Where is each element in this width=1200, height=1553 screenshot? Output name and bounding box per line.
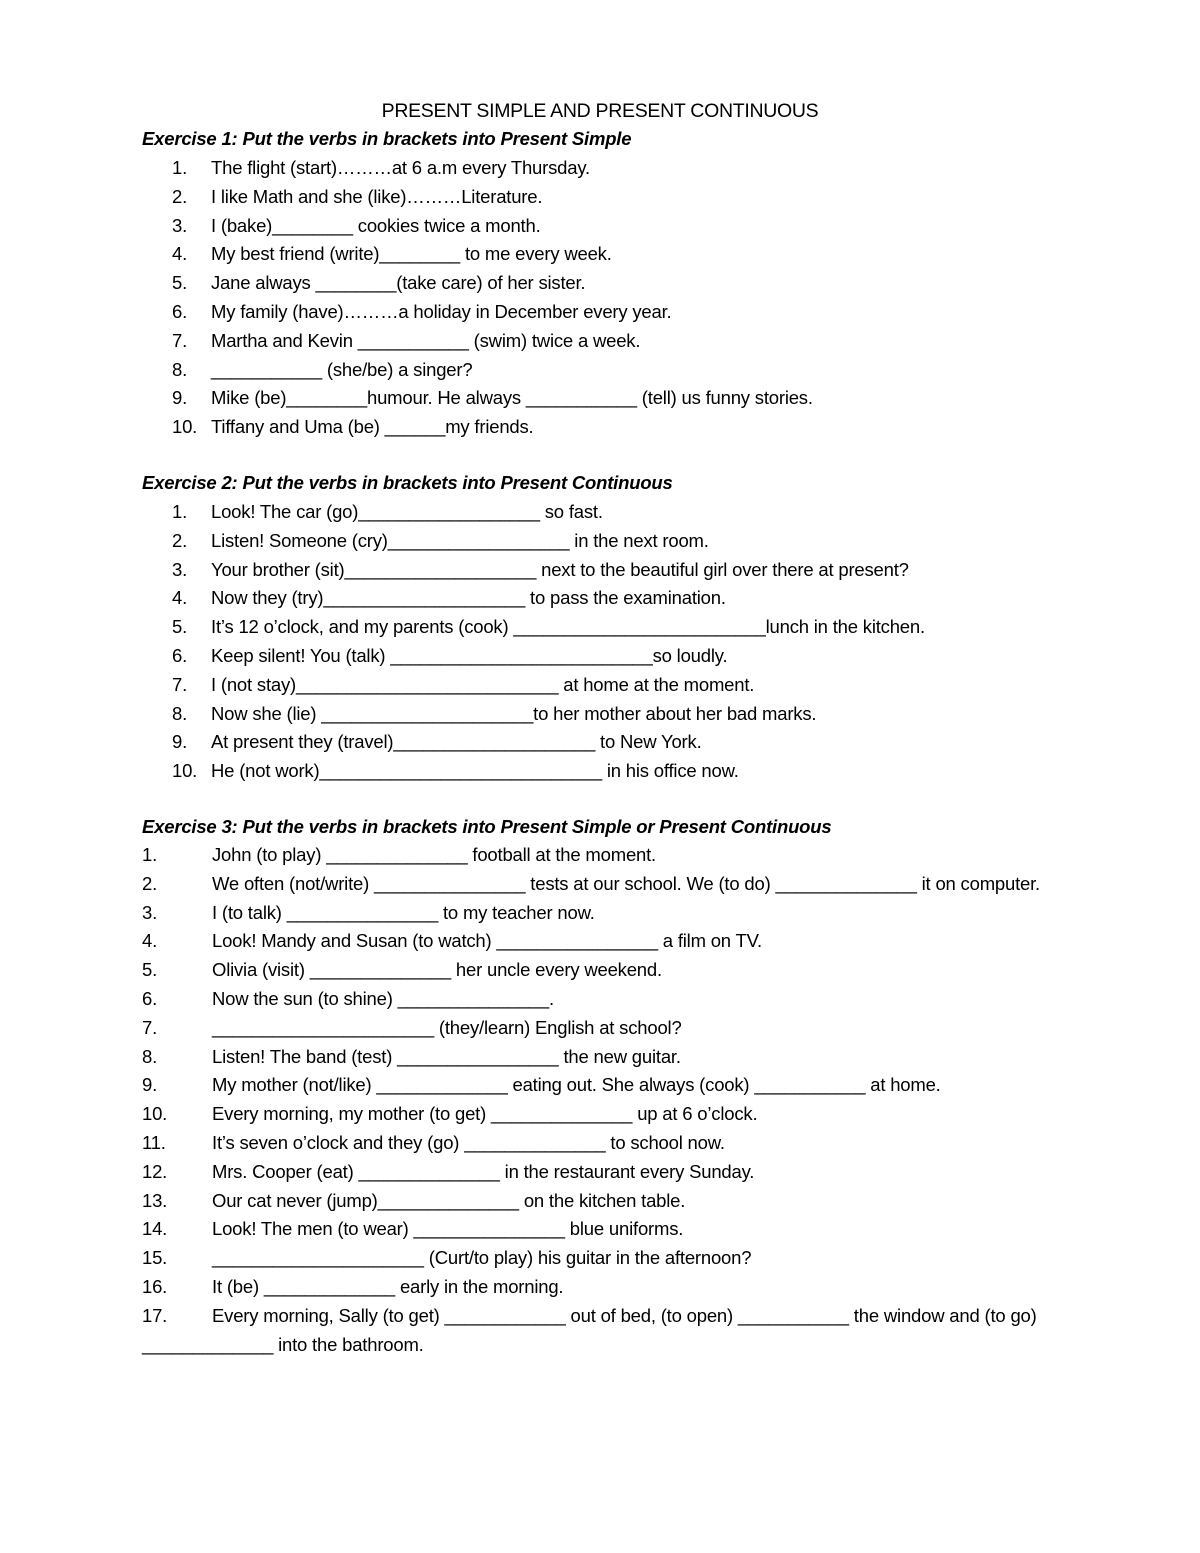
list-item <box>0 985 1200 1014</box>
list-item <box>0 498 1200 527</box>
item-text: Martha and Kevin ___________ (swim) twice a week. <box>211 329 641 351</box>
exercise-3-list <box>0 841 1200 1359</box>
list-item <box>0 1244 1200 1273</box>
item-number: 10. <box>172 760 198 782</box>
page-title: PRESENT SIMPLE AND PRESENT CONTINUOUS <box>381 100 819 122</box>
item-number: 5. <box>172 616 188 638</box>
item-number: 9. <box>172 387 188 409</box>
list-item <box>0 927 1200 956</box>
item-number: 3. <box>172 558 188 580</box>
item-number: 2. <box>142 872 158 894</box>
item-number: 6. <box>142 987 158 1009</box>
item-text: Your brother (sit)___________________ next to the beautiful girl over there at present? <box>211 558 909 580</box>
list-item <box>0 356 1200 385</box>
item-text: It’s seven o’clock and they (go) ______________ to school now. <box>212 1131 725 1153</box>
list-item <box>0 1014 1200 1043</box>
list-item <box>0 1158 1200 1187</box>
item-text: Look! Mandy and Susan (to watch) ________________ a film on TV. <box>212 930 762 952</box>
item-text: Tiffany and Uma (be) ______my friends. <box>211 416 534 438</box>
list-item <box>0 1215 1200 1244</box>
item-number: 4. <box>172 587 188 609</box>
list-item <box>0 956 1200 985</box>
item-text: _____________________ (Curt/to play) his guitar in the afternoon? <box>212 1247 752 1269</box>
list-item <box>0 269 1200 298</box>
exercise-2-list <box>0 498 1200 786</box>
item-text: I (bake)________ cookies twice a month. <box>211 214 541 236</box>
list-item <box>0 413 1200 442</box>
list-item <box>0 1273 1200 1302</box>
item-text: At present they (travel)____________________ to New York. <box>211 731 702 753</box>
item-text: I like Math and she (like)………Literature. <box>211 185 543 207</box>
item-text: He (not work)____________________________ in his office now. <box>211 760 739 782</box>
item-text: Every morning, my mother (to get) ______________ up at 6 o’clock. <box>212 1103 758 1125</box>
exercise-1-list <box>0 154 1200 442</box>
list-item <box>0 1071 1200 1100</box>
list-item <box>0 728 1200 757</box>
item-number: 3. <box>172 214 188 236</box>
list-item <box>0 556 1200 585</box>
list-item <box>0 154 1200 183</box>
item-text: I (to talk) _______________ to my teacher now. <box>212 901 595 923</box>
item-text: It (be) _____________ early in the morning. <box>212 1275 564 1297</box>
exercise-2-heading: Exercise 2: Put the verbs in brackets into Present Continuous <box>142 472 673 493</box>
item-number: 13. <box>142 1189 168 1211</box>
list-item <box>0 870 1200 899</box>
item-number: 8. <box>172 702 188 724</box>
item-text: Every morning, Sally (to get) ____________ out of bed, (to open) ___________ the window and (to go) _____________ into the bathroom. <box>142 1304 1037 1355</box>
item-number: 2. <box>172 185 188 207</box>
item-number: 17. <box>142 1304 168 1326</box>
exercise-3-heading: Exercise 3: Put the verbs in brackets into Present Simple or Present Continuous <box>142 816 832 837</box>
item-number: 6. <box>172 644 188 666</box>
list-item <box>0 384 1200 413</box>
item-text: Mrs. Cooper (eat) ______________ in the restaurant every Sunday. <box>212 1160 755 1182</box>
item-number: 12. <box>142 1160 168 1182</box>
item-number: 4. <box>172 243 188 265</box>
item-text: My mother (not/like) _____________ eating out. She always (cook) ___________ at home. <box>212 1074 941 1096</box>
list-item <box>0 240 1200 269</box>
item-text: Mike (be)________humour. He always ___________ (tell) us funny stories. <box>211 387 813 409</box>
item-number: 2. <box>172 529 188 551</box>
item-text: The flight (start)………at 6 a.m every Thursday. <box>211 157 590 178</box>
list-item <box>0 642 1200 671</box>
list-item <box>0 899 1200 928</box>
list-item <box>0 1187 1200 1216</box>
item-text: Now she (lie) _____________________to her mother about her bad marks. <box>211 702 817 724</box>
item-number: 7. <box>142 1016 158 1038</box>
list-item <box>0 298 1200 327</box>
item-text: Jane always ________(take care) of her sister. <box>211 272 586 294</box>
item-text: Keep silent! You (talk) __________________________so loudly. <box>211 644 728 666</box>
item-text: ______________________ (they/learn) English at school? <box>212 1016 682 1038</box>
list-item <box>0 1043 1200 1072</box>
item-number: 9. <box>172 731 188 753</box>
item-number: 6. <box>172 300 188 322</box>
list-item <box>0 613 1200 642</box>
item-text: I (not stay)__________________________ at home at the moment. <box>211 673 755 695</box>
list-item <box>0 327 1200 356</box>
item-number: 5. <box>142 959 158 981</box>
item-text: Our cat never (jump)______________ on the kitchen table. <box>212 1189 686 1211</box>
item-text: It’s 12 o’clock, and my parents (cook) _________________________lunch in the kitchen. <box>211 616 925 638</box>
item-text: ___________ (she/be) a singer? <box>211 358 473 380</box>
item-number: 5. <box>172 272 188 294</box>
list-item <box>0 700 1200 729</box>
item-text: Look! The car (go)__________________ so fast. <box>211 501 603 522</box>
item-text: We often (not/write) _______________ tests at our school. We (to do) ______________ it on computer. <box>212 872 1040 894</box>
item-number: 8. <box>172 358 188 380</box>
item-number: 1. <box>172 501 188 522</box>
item-text: Listen! Someone (cry)__________________ in the next room. <box>211 529 709 551</box>
item-number: 1. <box>142 844 158 865</box>
list-item <box>0 1129 1200 1158</box>
item-text: My best friend (write)________ to me every week. <box>211 243 612 265</box>
item-number: 1. <box>172 157 188 178</box>
item-number: 15. <box>142 1247 168 1269</box>
item-text: Look! The men (to wear) _______________ blue uniforms. <box>212 1218 684 1240</box>
item-number: 9. <box>142 1074 158 1096</box>
list-item <box>0 212 1200 241</box>
item-number: 7. <box>172 673 188 695</box>
item-number: 8. <box>142 1045 158 1067</box>
item-text: Now they (try)____________________ to pass the examination. <box>211 587 726 609</box>
item-number: 16. <box>142 1275 168 1297</box>
list-item <box>0 1302 1200 1360</box>
list-item <box>0 584 1200 613</box>
list-item <box>0 183 1200 212</box>
item-number: 10. <box>172 416 198 438</box>
list-item <box>0 757 1200 786</box>
item-text: Listen! The band (test) ________________ the new guitar. <box>212 1045 681 1067</box>
list-item <box>0 527 1200 556</box>
item-text: Now the sun (to shine) _______________. <box>212 987 554 1009</box>
exercise-1-heading: Exercise 1: Put the verbs in brackets into Present Simple <box>142 128 632 149</box>
item-number: 7. <box>172 329 188 351</box>
list-item <box>0 841 1200 870</box>
item-number: 10. <box>142 1103 168 1125</box>
item-number: 3. <box>142 901 158 923</box>
item-number: 14. <box>142 1218 168 1240</box>
list-item <box>0 1100 1200 1129</box>
list-item <box>0 671 1200 700</box>
item-number: 4. <box>142 930 158 952</box>
item-text: Olivia (visit) ______________ her uncle every weekend. <box>212 959 662 981</box>
item-text: My family (have)………a holiday in December every year. <box>211 300 672 322</box>
item-text: John (to play) ______________ football at the moment. <box>212 844 656 865</box>
item-number: 11. <box>142 1131 166 1153</box>
